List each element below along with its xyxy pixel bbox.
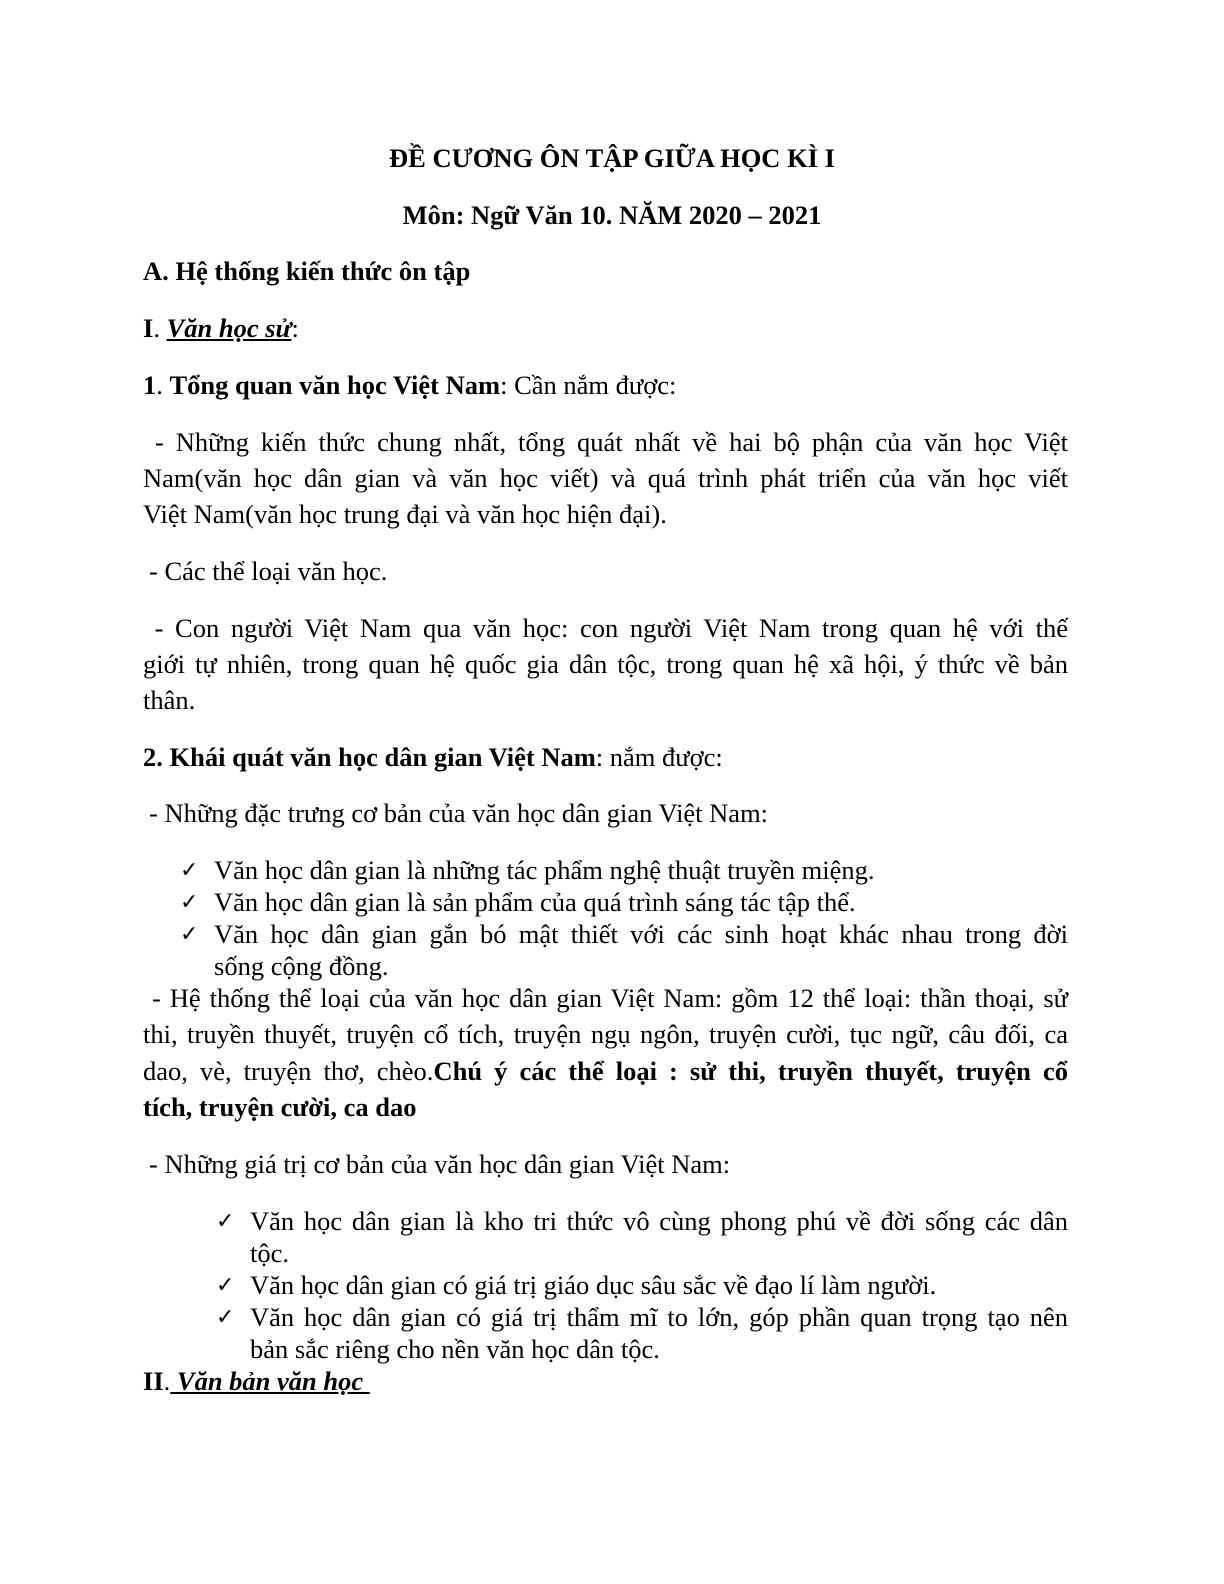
part-1-title: Văn học sử (166, 313, 292, 343)
paragraph-3-line: thân. (143, 685, 196, 715)
subsection-1-title: Tổng quan văn học Việt Nam (169, 370, 501, 400)
list-2-item-continued: tộc. (250, 1238, 289, 1268)
paragraph-6: - Những giá trị cơ bản của văn học dân gian Việt Nam: (149, 1149, 731, 1179)
subsection-2-heading (143, 741, 723, 773)
paragraph-5-emphasis: Chú ý các thể loại : sử thi, truyền thuyết, truyện cổ (433, 1056, 1068, 1086)
subsection-1-dot: . (156, 370, 170, 400)
checkmark-icon: ✓ (216, 1304, 235, 1329)
paragraph-5-line (143, 1055, 1068, 1087)
list-2-item: Văn học dân gian có giá trị giáo dục sâu sắc về đạo lí làm người. (250, 1270, 937, 1300)
list-2-item: Văn học dân gian là kho tri thức vô cùng phong phú về đời sống các dân (250, 1206, 1068, 1236)
list-1-item: Văn học dân gian là những tác phẩm nghệ thuật truyền miệng. (214, 855, 875, 885)
paragraph-1-line: - Những kiến thức chung nhất, tổng quát nhất về hai bộ phận của văn học Việt (143, 427, 1068, 457)
subsection-1-rest: : Cần nắm được: (500, 370, 677, 400)
part-2-number: II (143, 1366, 164, 1396)
part-2-dot: . (163, 1366, 171, 1396)
checkmark-icon: ✓ (180, 889, 199, 914)
list-1-item-continued: sống cộng đồng. (214, 951, 389, 981)
subsection-1-heading (143, 369, 676, 401)
paragraph-5-line: thi, truyền thuyết, truyện cổ tích, truyện ngụ ngôn, truyện cười, tục ngữ, câu đối, ca (143, 1019, 1068, 1049)
part-1-number: I (143, 313, 154, 343)
checkmark-icon: ✓ (216, 1272, 235, 1297)
part-2-heading (143, 1365, 370, 1397)
checkmark-icon: ✓ (180, 921, 199, 946)
paragraph-3-line: - Con người Việt Nam qua văn học: con người Việt Nam trong quan hệ với thế (143, 613, 1068, 643)
list-2-item: Văn học dân gian có giá trị thẩm mĩ to lớn, góp phần quan trọng tạo nên (250, 1302, 1068, 1332)
checkmark-icon: ✓ (180, 857, 199, 882)
paragraph-3-line: giới tự nhiên, trong quan hệ quốc gia dân tộc, trong quan hệ xã hội, ý thức về bản (143, 649, 1068, 679)
paragraph-1-line: Việt Nam(văn học trung đại và văn học hiện đại). (143, 499, 667, 529)
list-1-item: Văn học dân gian là sản phẩm của quá trình sáng tác tập thể. (214, 887, 856, 917)
list-2-item-continued: bản sắc riêng cho nền văn học dân tộc. (250, 1334, 660, 1364)
subsection-2-title: 2. Khái quát văn học dân gian Việt Nam (143, 742, 596, 772)
paragraph-5-emphasis-end: tích, truyện cười, ca dao (143, 1092, 417, 1122)
subsection-2-rest: : nắm được: (595, 742, 723, 772)
paragraph-5-line: - Hệ thống thể loại của văn học dân gian Việt Nam: gồm 12 thể loại: thần thoại, sử (143, 983, 1068, 1013)
checkmark-icon: ✓ (216, 1208, 235, 1233)
list-1-item: Văn học dân gian gắn bó mật thiết với các sinh hoạt khác nhau trong đời (214, 919, 1068, 949)
part-2-title: Văn bản văn học (170, 1366, 370, 1396)
part-1-heading (143, 312, 299, 344)
part-1-dot: . (153, 313, 160, 343)
part-1-colon: : (291, 313, 299, 343)
subsection-1-number: 1 (143, 370, 157, 400)
document-subtitle: Môn: Ngữ Văn 10. NĂM 2020 – 2021 (402, 200, 822, 230)
paragraph-2: - Các thể loại văn học. (149, 556, 388, 586)
document-title: ĐỀ CƯƠNG ÔN TẬP GIỮA HỌC KÌ I (389, 143, 835, 173)
paragraph-5-plain: dao, vè, truyện thơ, chèo. (143, 1056, 434, 1086)
paragraph-4: - Những đặc trưng cơ bản của văn học dân gian Việt Nam: (149, 798, 769, 828)
section-a-heading: A. Hệ thống kiến thức ôn tập (143, 256, 471, 286)
paragraph-1-line: Nam(văn học dân gian và văn học viết) và quá trình phát triển của văn học viết (143, 463, 1068, 493)
